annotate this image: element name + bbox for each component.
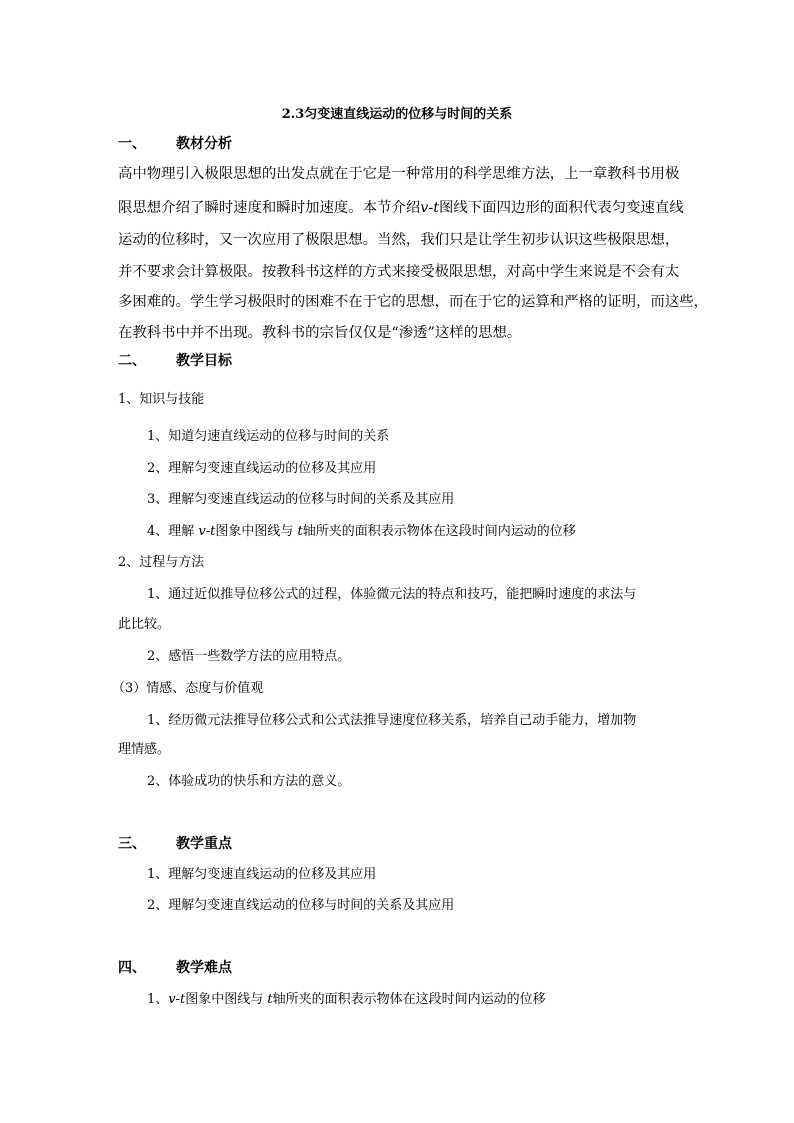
section-title: 教学难点: [176, 960, 232, 976]
paragraph-line: 并不要求会计算极限。按教科书这样的方式来接受极限思想，对高中学生来说是不会有太: [118, 264, 680, 280]
text-run: 图象中图线与: [215, 524, 298, 539]
list-item: 1、通过近似推导位移公式的过程，体验微元法的特点和技巧，能把瞬时速度的求法与: [147, 587, 637, 602]
list-item: 1、理解匀变速直线运动的位移及其应用: [147, 867, 377, 882]
subsection-title: 2、过程与方法: [118, 555, 205, 570]
subsection-title: 1、知识与技能: [118, 392, 205, 407]
list-item: 2、感悟一些数学方法的应用特点。: [147, 649, 351, 664]
list-item-continuation: 理情感。: [118, 742, 171, 757]
list-item: 2、理解匀变速直线运动的位移及其应用: [147, 461, 377, 476]
list-item-continuation: 此比较。: [118, 617, 171, 632]
section-title: 教学目标: [176, 353, 232, 369]
t-symbol: t: [297, 524, 303, 539]
section-number: 四、: [118, 960, 146, 976]
document-title: 2.3匀变速直线运动的位移与时间的关系: [281, 107, 513, 122]
section-heading-3: [118, 836, 232, 852]
section-number: 三、: [118, 836, 146, 852]
list-item: [147, 992, 546, 1008]
section-heading-4: [118, 960, 232, 976]
text-run: 图象中图线与: [185, 992, 268, 1007]
text-run: 限思想介绍了瞬时速度和瞬时加速度。本节介绍: [118, 200, 421, 216]
paragraph-line: 运动的位移时，又一次应用了极限思想。当然，我们只是让学生初步认识这些极限思想，: [118, 232, 680, 248]
text-run: 4、理解: [147, 524, 199, 539]
section-heading-2: [118, 353, 232, 369]
list-item: 3、理解匀变速直线运动的位移与时间的关系及其应用: [147, 492, 455, 507]
list-item: 1、知道匀速直线运动的位移与时间的关系: [147, 429, 390, 444]
text-run: 轴所夹的面积表示物体在这段时间内运动的位移: [272, 992, 546, 1007]
vt-symbol: v-t: [168, 992, 186, 1007]
section-number: 二、: [118, 353, 146, 369]
paragraph-line: 在教科书中并不出现。教科书的宗旨仅仅是“渗透”这样的思想。: [118, 325, 522, 341]
list-item: [147, 524, 576, 540]
text-run: 图线下面四边形的面积代表匀变速直线: [439, 200, 684, 216]
t-symbol: t: [267, 992, 273, 1007]
paragraph-line: 多困难的。学生学习极限时的困难不在于它的思想，而在于它的运算和严格的证明，而这些，: [118, 294, 709, 310]
list-item: 2、体验成功的快乐和方法的意义。: [147, 774, 351, 789]
list-item: 1、经历微元法推导位移公式和公式法推导速度位移关系，培养自己动手能力，增加物: [147, 713, 637, 728]
vt-symbol: v-t: [198, 524, 216, 539]
paragraph-line: [118, 200, 684, 216]
text-run: 1、: [147, 992, 169, 1007]
text-run: 轴所夹的面积表示物体在这段时间内运动的位移: [302, 524, 576, 539]
section-heading-1: [118, 136, 232, 152]
section-title: 教材分析: [176, 136, 232, 152]
section-title: 教学重点: [176, 836, 232, 852]
subsection-title: （3）情感、态度与价值观: [112, 681, 264, 696]
list-item: 2、理解匀变速直线运动的位移与时间的关系及其应用: [147, 898, 455, 913]
section-number: 一、: [118, 136, 146, 152]
paragraph-line: 高中物理引入极限思想的出发点就在于它是一种常用的科学思维方法，上一章教科书用极: [118, 166, 680, 182]
vt-symbol: v-t: [420, 200, 439, 216]
